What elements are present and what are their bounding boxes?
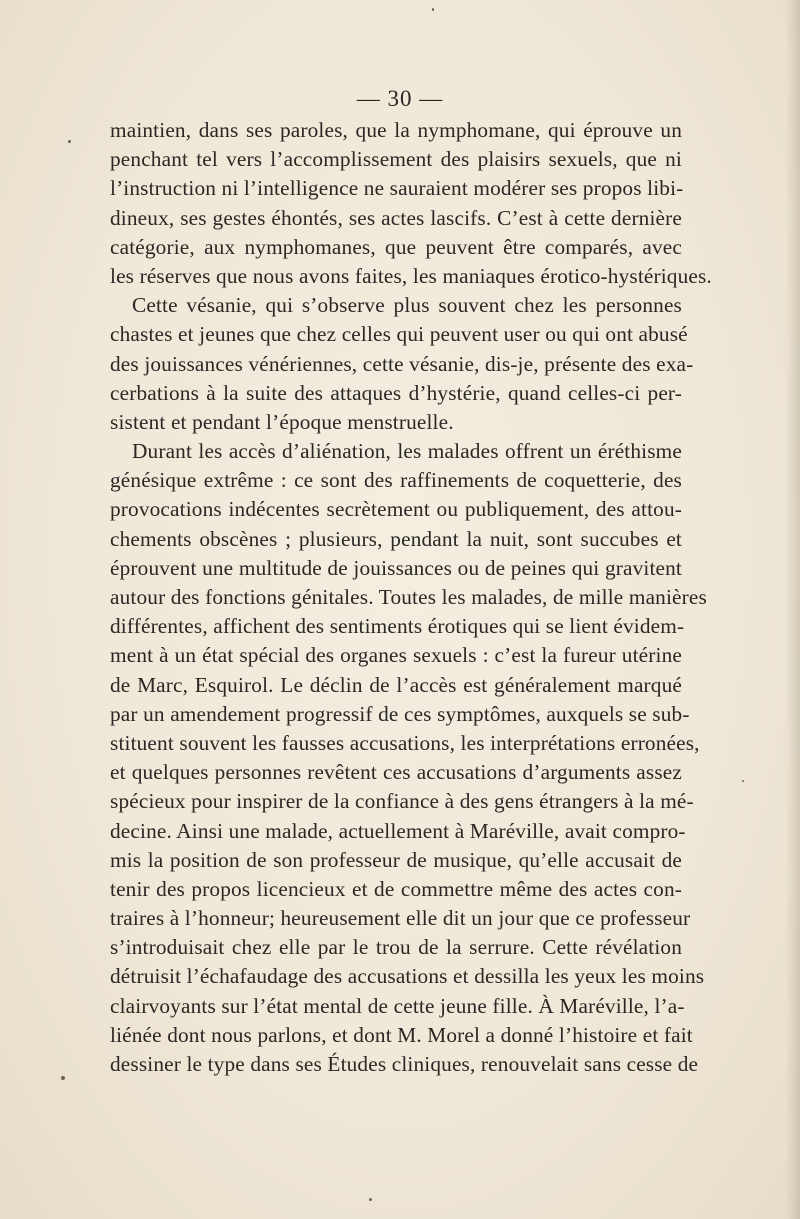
paper-speck [742, 780, 744, 782]
text-line: de Marc, Esquirol. Le déclin de l’accès est généralement marqué [110, 672, 682, 697]
text-line: clairvoyants sur l’état mental de cette jeune fille. À Maréville, l’a- [110, 993, 685, 1018]
paper-speck [61, 1076, 65, 1080]
page-number: — 30 — [356, 86, 444, 111]
text-line: decine. Ainsi une malade, actuellement à Maréville, avait compro- [110, 818, 686, 843]
text-line: traires à l’honneur; heureusement elle dit un jour que ce professeur [110, 906, 691, 931]
text-line: Durant les accès d’aliénation, les malades offrent un éréthisme [132, 439, 682, 464]
page-edge-shadow [786, 0, 800, 1219]
text-line: s’introduisait chez elle par le trou de la serrure. Cette révélation [110, 935, 682, 960]
text-line: stituent souvent les fausses accusations, les interprétations erronées, [110, 730, 700, 755]
paper-speck [369, 1198, 372, 1201]
body-text [110, 116, 712, 1079]
text-line: penchant tel vers l’accomplissement des plaisirs sexuels, que ni [110, 147, 682, 172]
text-line: dessiner le type dans ses Études cliniques, renouvelait sans cesse de [110, 1052, 699, 1076]
paper-speck [68, 140, 71, 143]
text-line: spécieux pour inspirer de la confiance à des gens étrangers à la mé- [110, 789, 694, 814]
text-line: autour des fonctions génitales. Toutes les malades, de mille manières [110, 585, 707, 609]
text-line: Cette vésanie, qui s’observe plus souvent chez les personnes [132, 293, 682, 318]
text-line: chastes et jeunes que chez celles qui peuvent user ou qui ont abusé [110, 322, 688, 347]
text-line: catégorie, aux nymphomanes, que peuvent être comparés, avec [110, 234, 682, 259]
text-line: mis la position de son professeur de musique, qu’elle accusait de [110, 847, 682, 872]
text-line: les réserves que nous avons faites, les maniaques érotico-hystériques. [110, 263, 712, 288]
text-line: l’instruction ni l’intelligence ne sauraient modérer ses propos libi- [110, 176, 684, 201]
text-line: différentes, affichent des sentiments érotiques qui se lient évidem- [110, 614, 685, 639]
text-line: liénée dont nous parlons, et dont M. Morel a donné l’histoire et fait [110, 1022, 693, 1047]
text-line: sistent et pendant l’époque menstruelle. [110, 409, 454, 434]
text-line: par un amendement progressif de ces symptômes, auxquels se sub- [110, 701, 690, 726]
text-line: des jouissances vénériennes, cette vésanie, dis-je, présente des exa- [110, 351, 694, 376]
text-line: éprouvent une multitude de jouissances ou de peines qui gravitent [110, 555, 682, 580]
text-line: cerbations à la suite des attaques d’hystérie, quand celles-ci per- [110, 380, 682, 405]
text-line: provocations indécentes secrètement ou publiquement, des attou- [110, 497, 682, 522]
text-line: dineux, ses gestes éhontés, ses actes lascifs. C’est à cette dernière [110, 205, 682, 230]
text-line: et quelques personnes revêtent ces accusations d’arguments assez [110, 760, 682, 785]
text-line: détruisit l’échafaudage des accusations et dessilla les yeux les moins [110, 964, 705, 989]
text-line: génésique extrême : ce sont des raffinements de coquetterie, des [110, 468, 682, 493]
text-line: chements obscènes ; plusieurs, pendant la nuit, sont succubes et [110, 526, 682, 551]
text-line: tenir des propos licencieux et de commettre même des actes con- [110, 876, 682, 901]
text-line: ment à un état spécial des organes sexuels : c’est la fureur utérine [110, 643, 682, 668]
text-line: maintien, dans ses paroles, que la nymphomane, qui éprouve un [110, 118, 682, 142]
paper-speck [432, 8, 434, 11]
